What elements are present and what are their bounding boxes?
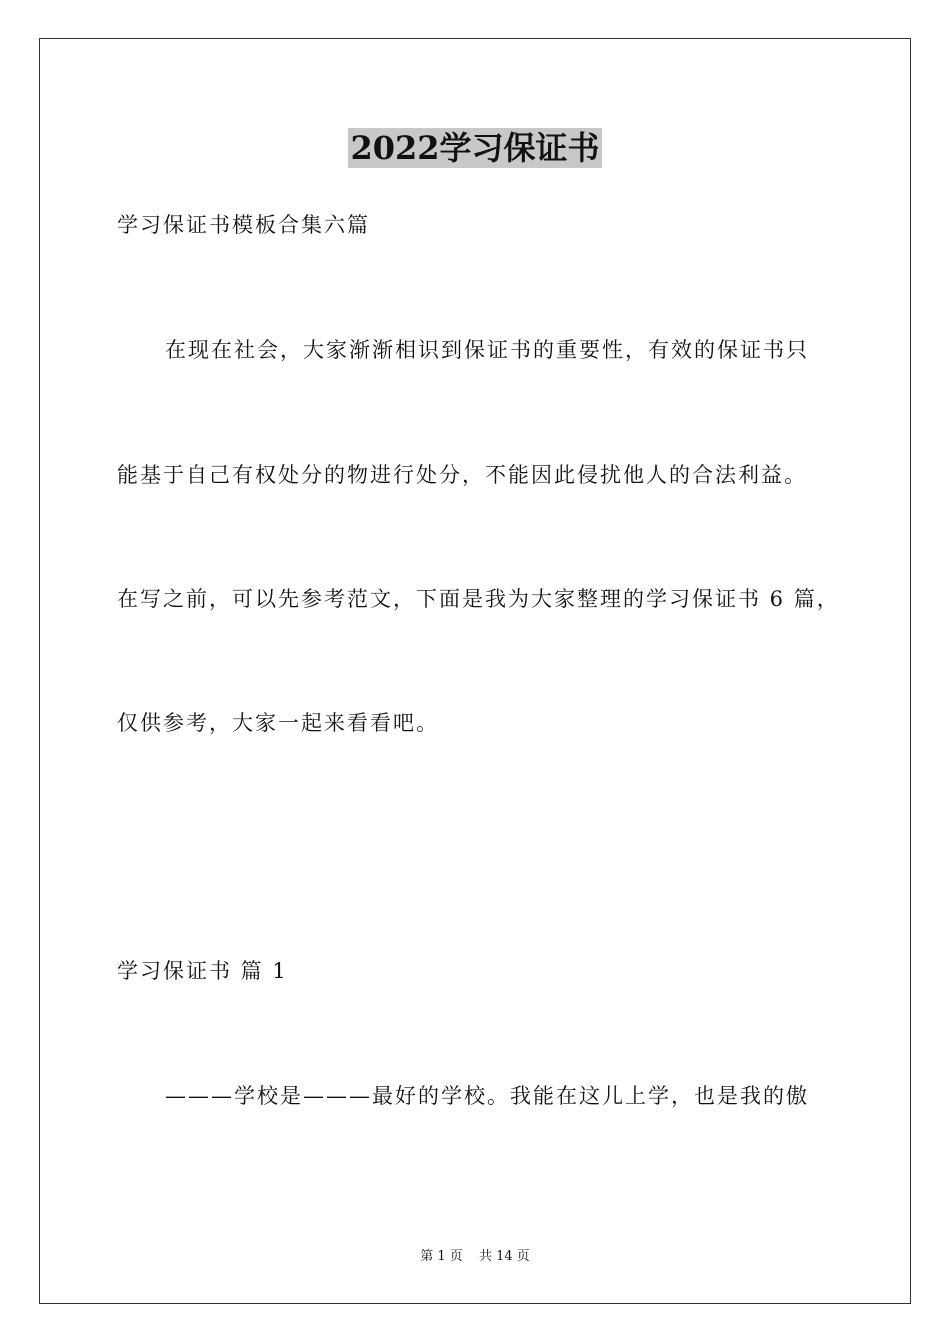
section-heading: 学习保证书 篇 1 [117,959,288,983]
intro-line-3: 在写之前，可以先参考范文，下面是我为大家整理的学习保证书 6 篇， [117,587,840,611]
intro-line-2: 能基于自己有权处分的物进行处分，不能因此侵扰他人的合法利益。 [117,463,807,487]
document-title: 2022学习保证书 [350,129,600,167]
page-number-current: 第 1 页 [420,1249,463,1264]
page-number-total: 共 14 页 [478,1249,530,1264]
title-container [0,128,950,168]
intro-line-1: 在现在社会，大家渐渐相识到保证书的重要性，有效的保证书只 [165,338,809,362]
section-first-line: ———学校是———最好的学校。我能在这儿上学，也是我的傲 [165,1084,809,1108]
intro-line-4: 仅供参考，大家一起来看看吧。 [117,711,439,735]
document-subtitle: 学习保证书模板合集六篇 [117,213,370,237]
page-footer [0,1248,950,1266]
